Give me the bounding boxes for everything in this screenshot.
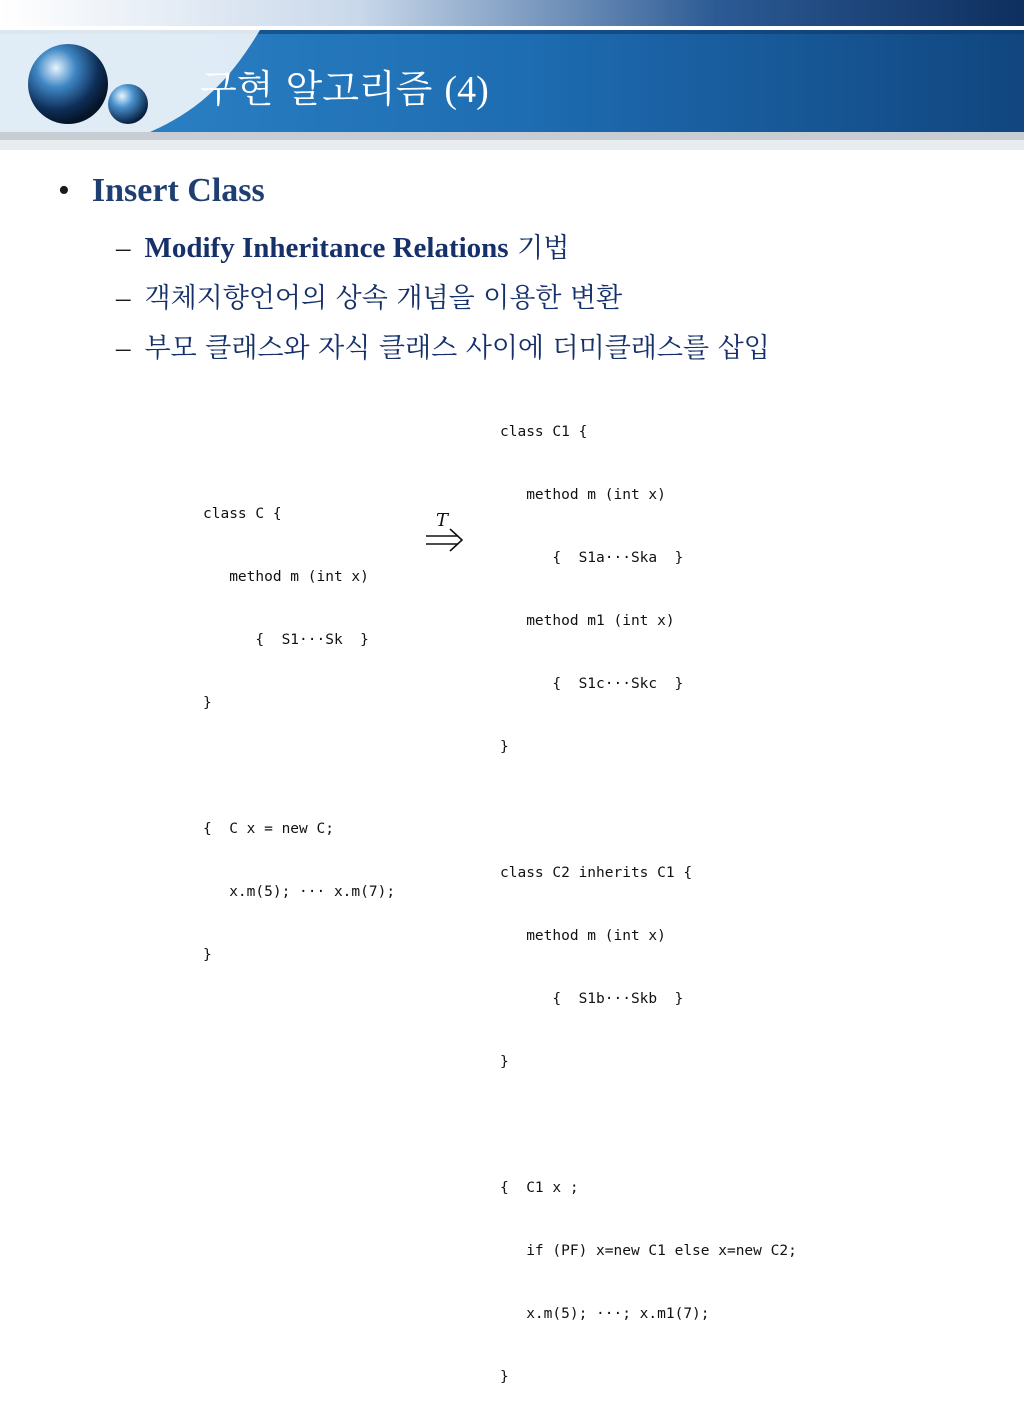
subitem-korean-text: 부모 클래스와 자식 클래스 사이에 더미클래스를 삽입: [144, 333, 770, 364]
code-line: { C1 x ;: [500, 1180, 579, 1196]
code-line: }: [203, 947, 212, 963]
code-line: method m (int x): [500, 928, 666, 944]
code-line: [500, 1115, 797, 1136]
subitem-korean-text: 객체지향언어의 상속 개념을 이용한 변환: [144, 283, 623, 314]
subitem-dummy-class: [116, 326, 770, 365]
code-line: }: [203, 695, 212, 711]
code-line: method m1 (int x): [500, 613, 675, 629]
header-background: [0, 0, 1024, 150]
subitem-dash: –: [116, 332, 131, 364]
code-line: if (PF) x=new C1 else x=new C2;: [500, 1243, 797, 1259]
double-arrow-icon: [420, 508, 470, 558]
code-line: { S1c···Skc }: [500, 676, 684, 692]
code-line: [500, 800, 797, 821]
code-line: }: [500, 1369, 509, 1385]
code-line: class C2 inherits C1 {: [500, 865, 693, 881]
subitem-english-text: Modify Inheritance Relations: [144, 232, 509, 264]
code-original: [203, 462, 395, 987]
subitem-inheritance-concept: [116, 276, 622, 315]
bullet-marker: •: [58, 172, 70, 209]
code-line: [203, 756, 395, 777]
transform-label: T: [436, 510, 449, 531]
code-line: x.m(5); ··· x.m(7);: [203, 884, 396, 900]
code-line: }: [500, 739, 509, 755]
code-line: method m (int x): [500, 487, 666, 503]
code-line: }: [500, 1054, 509, 1070]
subitem-modify-inheritance: [116, 226, 569, 265]
code-line: method m (int x): [203, 569, 369, 585]
code-transformed: [500, 380, 797, 1409]
code-line: { S1b···Skb }: [500, 991, 684, 1007]
code-line: class C1 {: [500, 424, 588, 440]
bullet-insert-class: [58, 172, 265, 210]
code-line: { C x = new C;: [203, 821, 334, 837]
slide-title-number: (4): [444, 69, 489, 111]
subitem-dash: –: [116, 232, 131, 264]
slide-title: [200, 58, 489, 113]
code-line: { S1a···Ska }: [500, 550, 684, 566]
code-line: class C {: [203, 506, 282, 522]
bullet-text: Insert Class: [91, 172, 265, 209]
slide-title-korean: 구현 알고리즘: [200, 67, 433, 111]
subitem-korean-text: 기법: [508, 233, 570, 264]
transform-arrow: [420, 508, 470, 558]
code-line: { S1···Sk }: [203, 632, 369, 648]
globe-small-icon: [108, 84, 148, 124]
globe-large-icon: [28, 44, 108, 124]
slide-header: [0, 0, 1024, 150]
subitem-dash: –: [116, 282, 131, 314]
code-line: x.m(5); ···; x.m1(7);: [500, 1306, 710, 1322]
